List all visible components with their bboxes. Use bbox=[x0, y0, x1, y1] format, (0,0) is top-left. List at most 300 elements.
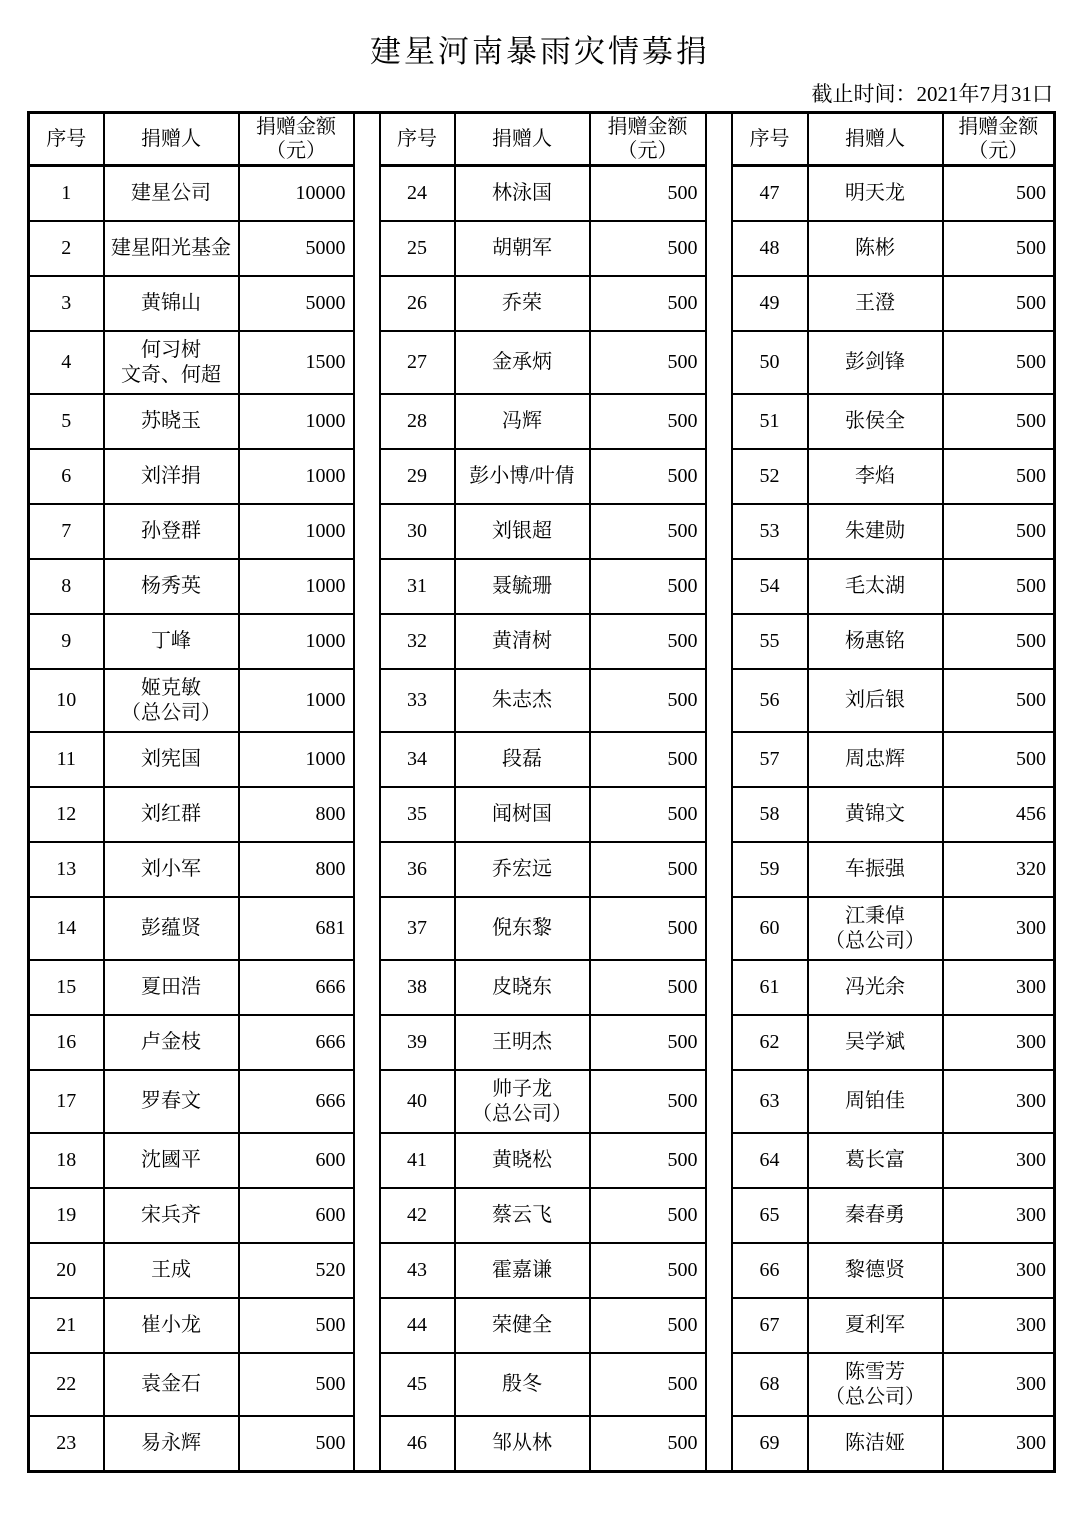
donor-cell: 刘宪国 bbox=[104, 732, 239, 787]
table-row bbox=[29, 1070, 1055, 1133]
donor-cell: 建星阳光基金 bbox=[104, 221, 239, 276]
donor-cell: 蔡云飞 bbox=[455, 1188, 590, 1243]
donor-line: （总公司） bbox=[825, 929, 925, 952]
amount-cell: 456 bbox=[943, 787, 1055, 842]
group-spacer bbox=[706, 1298, 732, 1353]
donation-table bbox=[27, 111, 1056, 1473]
table-row bbox=[29, 559, 1055, 614]
serial-cell: 15 bbox=[29, 960, 104, 1015]
donor-cell: 杨惠铭 bbox=[808, 614, 943, 669]
donor-cell: 王明杰 bbox=[455, 1015, 590, 1070]
amount-cell: 500 bbox=[239, 1298, 354, 1353]
serial-cell: 48 bbox=[732, 221, 808, 276]
group-spacer bbox=[354, 842, 380, 897]
amount-cell: 500 bbox=[943, 166, 1055, 222]
serial-cell: 4 bbox=[29, 331, 104, 394]
donor-cell: 陈彬 bbox=[808, 221, 943, 276]
donor-cell: 冯光余 bbox=[808, 960, 943, 1015]
header-amount-line1: 捐赠金额 bbox=[607, 116, 688, 138]
group-spacer bbox=[706, 897, 732, 960]
donor-line: 帅子龙 bbox=[492, 1077, 552, 1100]
serial-cell: 14 bbox=[29, 897, 104, 960]
group-spacer bbox=[706, 276, 732, 331]
donor-cell: 彭蕴贤 bbox=[104, 897, 239, 960]
amount-cell: 5000 bbox=[239, 276, 354, 331]
donor-cell: 段磊 bbox=[455, 732, 590, 787]
table-header bbox=[29, 113, 1055, 166]
amount-cell: 500 bbox=[590, 960, 706, 1015]
group-spacer bbox=[706, 394, 732, 449]
donor-cell: 吴学斌 bbox=[808, 1015, 943, 1070]
amount-cell: 666 bbox=[239, 1015, 354, 1070]
amount-cell: 500 bbox=[943, 276, 1055, 331]
serial-cell: 44 bbox=[380, 1298, 455, 1353]
donor-cell: 建星公司 bbox=[104, 166, 239, 222]
amount-cell: 500 bbox=[590, 1070, 706, 1133]
serial-cell: 69 bbox=[732, 1416, 808, 1472]
amount-cell: 300 bbox=[943, 1243, 1055, 1298]
amount-cell: 666 bbox=[239, 960, 354, 1015]
donor-cell: 黄晓松 bbox=[455, 1133, 590, 1188]
donor-cell: 罗春文 bbox=[104, 1070, 239, 1133]
donor-cell: 彭小博/叶倩 bbox=[455, 449, 590, 504]
amount-cell: 500 bbox=[590, 1188, 706, 1243]
table-row bbox=[29, 842, 1055, 897]
serial-cell: 5 bbox=[29, 394, 104, 449]
donor-cell bbox=[104, 331, 239, 394]
group-spacer bbox=[706, 559, 732, 614]
group-spacer bbox=[354, 221, 380, 276]
serial-cell: 30 bbox=[380, 504, 455, 559]
amount-cell: 681 bbox=[239, 897, 354, 960]
donor-cell: 林泳国 bbox=[455, 166, 590, 222]
amount-cell: 300 bbox=[943, 1188, 1055, 1243]
header-amount-line1: 捐赠金额 bbox=[958, 116, 1039, 138]
donor-cell: 邹从林 bbox=[455, 1416, 590, 1472]
amount-cell: 666 bbox=[239, 1070, 354, 1133]
donor-cell: 夏利军 bbox=[808, 1298, 943, 1353]
amount-cell: 600 bbox=[239, 1188, 354, 1243]
serial-cell: 40 bbox=[380, 1070, 455, 1133]
amount-cell: 500 bbox=[943, 449, 1055, 504]
donor-cell: 易永辉 bbox=[104, 1416, 239, 1472]
serial-cell: 7 bbox=[29, 504, 104, 559]
serial-cell: 12 bbox=[29, 787, 104, 842]
group-spacer bbox=[354, 449, 380, 504]
table-row bbox=[29, 960, 1055, 1015]
amount-cell: 600 bbox=[239, 1133, 354, 1188]
amount-cell: 300 bbox=[943, 897, 1055, 960]
amount-cell: 500 bbox=[590, 331, 706, 394]
group-spacer bbox=[354, 331, 380, 394]
amount-cell: 500 bbox=[943, 614, 1055, 669]
amount-cell: 500 bbox=[590, 449, 706, 504]
serial-cell: 66 bbox=[732, 1243, 808, 1298]
serial-cell: 52 bbox=[732, 449, 808, 504]
amount-cell: 500 bbox=[590, 1416, 706, 1472]
serial-cell: 63 bbox=[732, 1070, 808, 1133]
donor-cell: 袁金石 bbox=[104, 1353, 239, 1416]
serial-cell: 37 bbox=[380, 897, 455, 960]
donor-cell: 沈國平 bbox=[104, 1133, 239, 1188]
donor-line: 姬克敏 bbox=[141, 676, 201, 699]
serial-cell: 65 bbox=[732, 1188, 808, 1243]
donor-cell bbox=[808, 1353, 943, 1416]
amount-cell: 500 bbox=[590, 1243, 706, 1298]
table-row bbox=[29, 331, 1055, 394]
donor-cell: 彭剑锋 bbox=[808, 331, 943, 394]
group-spacer bbox=[354, 276, 380, 331]
amount-cell: 1500 bbox=[239, 331, 354, 394]
group-spacer bbox=[706, 614, 732, 669]
serial-cell: 57 bbox=[732, 732, 808, 787]
donor-cell: 黎德贤 bbox=[808, 1243, 943, 1298]
header-amount-line2: （元） bbox=[617, 140, 678, 162]
amount-cell: 320 bbox=[943, 842, 1055, 897]
group-spacer bbox=[354, 1416, 380, 1472]
serial-cell: 16 bbox=[29, 1015, 104, 1070]
donor-line: 何习树 bbox=[141, 338, 201, 361]
header-amount bbox=[239, 113, 354, 166]
group-spacer bbox=[354, 113, 380, 166]
serial-cell: 29 bbox=[380, 449, 455, 504]
group-spacer bbox=[354, 669, 380, 732]
donor-cell: 苏晓玉 bbox=[104, 394, 239, 449]
table-row bbox=[29, 504, 1055, 559]
amount-cell: 1000 bbox=[239, 669, 354, 732]
donor-cell: 王成 bbox=[104, 1243, 239, 1298]
amount-cell: 500 bbox=[943, 504, 1055, 559]
amount-cell: 500 bbox=[590, 842, 706, 897]
group-spacer bbox=[354, 166, 380, 222]
donor-cell: 闻树国 bbox=[455, 787, 590, 842]
donor-cell: 夏田浩 bbox=[104, 960, 239, 1015]
table-row bbox=[29, 276, 1055, 331]
serial-cell: 51 bbox=[732, 394, 808, 449]
header-amount-line2: （元） bbox=[968, 140, 1029, 162]
group-spacer bbox=[706, 669, 732, 732]
serial-cell: 53 bbox=[732, 504, 808, 559]
serial-cell: 26 bbox=[380, 276, 455, 331]
amount-cell: 300 bbox=[943, 1416, 1055, 1472]
group-spacer bbox=[354, 1133, 380, 1188]
serial-cell: 18 bbox=[29, 1133, 104, 1188]
header-amount bbox=[943, 113, 1055, 166]
serial-cell: 13 bbox=[29, 842, 104, 897]
donor-cell: 丁峰 bbox=[104, 614, 239, 669]
amount-cell: 500 bbox=[590, 221, 706, 276]
amount-cell: 1000 bbox=[239, 504, 354, 559]
donor-cell: 刘后银 bbox=[808, 669, 943, 732]
group-spacer bbox=[354, 1298, 380, 1353]
amount-cell: 500 bbox=[239, 1416, 354, 1472]
donor-cell: 乔荣 bbox=[455, 276, 590, 331]
group-spacer bbox=[354, 394, 380, 449]
serial-cell: 68 bbox=[732, 1353, 808, 1416]
amount-cell: 300 bbox=[943, 1133, 1055, 1188]
donor-cell: 卢金枝 bbox=[104, 1015, 239, 1070]
header-amount-line1: 捐赠金额 bbox=[256, 116, 336, 138]
amount-cell: 500 bbox=[590, 559, 706, 614]
header-serial: 序号 bbox=[380, 113, 455, 166]
donor-cell: 黄锦山 bbox=[104, 276, 239, 331]
serial-cell: 60 bbox=[732, 897, 808, 960]
amount-cell: 500 bbox=[590, 1133, 706, 1188]
amount-cell: 500 bbox=[590, 1015, 706, 1070]
serial-cell: 1 bbox=[29, 166, 104, 222]
group-spacer bbox=[706, 1416, 732, 1472]
group-spacer bbox=[706, 331, 732, 394]
serial-cell: 42 bbox=[380, 1188, 455, 1243]
serial-cell: 47 bbox=[732, 166, 808, 222]
amount-cell: 520 bbox=[239, 1243, 354, 1298]
donor-cell: 金承炳 bbox=[455, 331, 590, 394]
header-row bbox=[29, 113, 1055, 166]
donor-cell bbox=[808, 897, 943, 960]
serial-cell: 54 bbox=[732, 559, 808, 614]
table-row bbox=[29, 449, 1055, 504]
serial-cell: 3 bbox=[29, 276, 104, 331]
serial-cell: 62 bbox=[732, 1015, 808, 1070]
table-row bbox=[29, 897, 1055, 960]
amount-cell: 500 bbox=[590, 1353, 706, 1416]
group-spacer bbox=[354, 559, 380, 614]
donor-cell: 宋兵齐 bbox=[104, 1188, 239, 1243]
serial-cell: 33 bbox=[380, 669, 455, 732]
amount-cell: 800 bbox=[239, 842, 354, 897]
group-spacer bbox=[354, 1015, 380, 1070]
amount-cell: 500 bbox=[590, 614, 706, 669]
donor-line: （总公司） bbox=[472, 1102, 572, 1125]
donor-cell: 刘小军 bbox=[104, 842, 239, 897]
serial-cell: 6 bbox=[29, 449, 104, 504]
group-spacer bbox=[706, 113, 732, 166]
group-spacer bbox=[354, 1353, 380, 1416]
group-spacer bbox=[706, 1243, 732, 1298]
amount-cell: 500 bbox=[590, 787, 706, 842]
serial-cell: 31 bbox=[380, 559, 455, 614]
donor-cell: 聂毓珊 bbox=[455, 559, 590, 614]
serial-cell: 38 bbox=[380, 960, 455, 1015]
table-body bbox=[29, 166, 1055, 1472]
table-row bbox=[29, 1243, 1055, 1298]
amount-cell: 300 bbox=[943, 960, 1055, 1015]
serial-cell: 20 bbox=[29, 1243, 104, 1298]
serial-cell: 27 bbox=[380, 331, 455, 394]
donor-line: 文奇、何超 bbox=[121, 363, 221, 386]
serial-cell: 2 bbox=[29, 221, 104, 276]
group-spacer bbox=[354, 1243, 380, 1298]
amount-cell: 5000 bbox=[239, 221, 354, 276]
donor-cell: 毛太湖 bbox=[808, 559, 943, 614]
amount-cell: 1000 bbox=[239, 614, 354, 669]
donor-cell bbox=[104, 669, 239, 732]
header-donor: 捐赠人 bbox=[104, 113, 239, 166]
group-spacer bbox=[354, 614, 380, 669]
amount-cell: 500 bbox=[590, 732, 706, 787]
amount-cell: 500 bbox=[943, 669, 1055, 732]
donor-cell: 黄清树 bbox=[455, 614, 590, 669]
deadline-text: 截止时间：2021年7月31口 bbox=[811, 82, 1053, 106]
table-row bbox=[29, 1353, 1055, 1416]
table-row bbox=[29, 614, 1055, 669]
group-spacer bbox=[354, 732, 380, 787]
amount-cell: 500 bbox=[590, 394, 706, 449]
amount-cell: 500 bbox=[590, 276, 706, 331]
donor-line: 陈雪芳 bbox=[845, 1360, 905, 1383]
serial-cell: 36 bbox=[380, 842, 455, 897]
table-row bbox=[29, 221, 1055, 276]
serial-cell: 19 bbox=[29, 1188, 104, 1243]
serial-cell: 9 bbox=[29, 614, 104, 669]
donor-cell: 陈洁娅 bbox=[808, 1416, 943, 1472]
amount-cell: 500 bbox=[943, 559, 1055, 614]
donor-cell: 葛长富 bbox=[808, 1133, 943, 1188]
donor-line: 江秉倬 bbox=[845, 904, 905, 927]
serial-cell: 22 bbox=[29, 1353, 104, 1416]
donor-line: （总公司） bbox=[825, 1385, 925, 1408]
donor-cell: 李焰 bbox=[808, 449, 943, 504]
donor-cell: 周忠辉 bbox=[808, 732, 943, 787]
group-spacer bbox=[706, 1015, 732, 1070]
amount-cell: 1000 bbox=[239, 394, 354, 449]
header-amount-line2: （元） bbox=[266, 140, 326, 162]
serial-cell: 41 bbox=[380, 1133, 455, 1188]
group-spacer bbox=[354, 897, 380, 960]
serial-cell: 61 bbox=[732, 960, 808, 1015]
donor-cell: 明天龙 bbox=[808, 166, 943, 222]
header-amount bbox=[590, 113, 706, 166]
serial-cell: 59 bbox=[732, 842, 808, 897]
group-spacer bbox=[706, 787, 732, 842]
group-spacer bbox=[706, 842, 732, 897]
group-spacer bbox=[706, 1133, 732, 1188]
amount-cell: 500 bbox=[590, 166, 706, 222]
table-row bbox=[29, 1298, 1055, 1353]
donor-line: （总公司） bbox=[121, 701, 221, 724]
donor-cell: 秦春勇 bbox=[808, 1188, 943, 1243]
group-spacer bbox=[706, 221, 732, 276]
group-spacer bbox=[706, 1188, 732, 1243]
amount-cell: 500 bbox=[943, 331, 1055, 394]
serial-cell: 24 bbox=[380, 166, 455, 222]
group-spacer bbox=[354, 787, 380, 842]
header-donor: 捐赠人 bbox=[808, 113, 943, 166]
table-row bbox=[29, 1188, 1055, 1243]
serial-cell: 32 bbox=[380, 614, 455, 669]
amount-cell: 1000 bbox=[239, 449, 354, 504]
page-title: 建星河南暴雨灾情募捐 bbox=[370, 34, 710, 69]
group-spacer bbox=[354, 1188, 380, 1243]
serial-cell: 28 bbox=[380, 394, 455, 449]
serial-cell: 10 bbox=[29, 669, 104, 732]
serial-cell: 23 bbox=[29, 1416, 104, 1472]
table-row bbox=[29, 1133, 1055, 1188]
group-spacer bbox=[706, 1070, 732, 1133]
donor-cell: 车振强 bbox=[808, 842, 943, 897]
header-serial: 序号 bbox=[29, 113, 104, 166]
group-spacer bbox=[354, 960, 380, 1015]
serial-cell: 8 bbox=[29, 559, 104, 614]
donor-cell: 刘洋捐 bbox=[104, 449, 239, 504]
donor-cell: 荣健全 bbox=[455, 1298, 590, 1353]
amount-cell: 500 bbox=[590, 1298, 706, 1353]
donor-cell bbox=[455, 1070, 590, 1133]
group-spacer bbox=[706, 166, 732, 222]
amount-cell: 300 bbox=[943, 1070, 1055, 1133]
serial-cell: 56 bbox=[732, 669, 808, 732]
serial-cell: 35 bbox=[380, 787, 455, 842]
amount-cell: 500 bbox=[943, 221, 1055, 276]
group-spacer bbox=[706, 504, 732, 559]
header-donor: 捐赠人 bbox=[455, 113, 590, 166]
donor-cell: 王澄 bbox=[808, 276, 943, 331]
amount-cell: 1000 bbox=[239, 732, 354, 787]
amount-cell: 1000 bbox=[239, 559, 354, 614]
serial-cell: 39 bbox=[380, 1015, 455, 1070]
serial-cell: 46 bbox=[380, 1416, 455, 1472]
table-row bbox=[29, 394, 1055, 449]
group-spacer bbox=[706, 1353, 732, 1416]
group-spacer bbox=[706, 732, 732, 787]
serial-cell: 55 bbox=[732, 614, 808, 669]
amount-cell: 500 bbox=[239, 1353, 354, 1416]
donor-cell: 乔宏远 bbox=[455, 842, 590, 897]
donor-cell: 冯辉 bbox=[455, 394, 590, 449]
amount-cell: 500 bbox=[590, 897, 706, 960]
serial-cell: 43 bbox=[380, 1243, 455, 1298]
amount-cell: 800 bbox=[239, 787, 354, 842]
donor-cell: 刘银超 bbox=[455, 504, 590, 559]
donor-cell: 崔小龙 bbox=[104, 1298, 239, 1353]
serial-cell: 58 bbox=[732, 787, 808, 842]
donor-cell: 张侯全 bbox=[808, 394, 943, 449]
donor-cell: 倪东黎 bbox=[455, 897, 590, 960]
serial-cell: 50 bbox=[732, 331, 808, 394]
serial-cell: 11 bbox=[29, 732, 104, 787]
donor-cell: 孙登群 bbox=[104, 504, 239, 559]
serial-cell: 34 bbox=[380, 732, 455, 787]
serial-cell: 49 bbox=[732, 276, 808, 331]
amount-cell: 500 bbox=[943, 394, 1055, 449]
group-spacer bbox=[354, 1070, 380, 1133]
serial-cell: 17 bbox=[29, 1070, 104, 1133]
group-spacer bbox=[354, 504, 380, 559]
amount-cell: 10000 bbox=[239, 166, 354, 222]
donor-cell: 霍嘉谦 bbox=[455, 1243, 590, 1298]
donor-cell: 皮晓东 bbox=[455, 960, 590, 1015]
amount-cell: 300 bbox=[943, 1015, 1055, 1070]
group-spacer bbox=[706, 960, 732, 1015]
amount-cell: 300 bbox=[943, 1298, 1055, 1353]
header-serial: 序号 bbox=[732, 113, 808, 166]
table-row bbox=[29, 732, 1055, 787]
donor-cell: 朱建勋 bbox=[808, 504, 943, 559]
serial-cell: 45 bbox=[380, 1353, 455, 1416]
donor-cell: 黄锦文 bbox=[808, 787, 943, 842]
table-row bbox=[29, 166, 1055, 222]
donor-cell: 周铂佳 bbox=[808, 1070, 943, 1133]
donor-cell: 胡朝军 bbox=[455, 221, 590, 276]
group-spacer bbox=[706, 449, 732, 504]
serial-cell: 64 bbox=[732, 1133, 808, 1188]
serial-cell: 21 bbox=[29, 1298, 104, 1353]
donor-cell: 刘红群 bbox=[104, 787, 239, 842]
serial-cell: 67 bbox=[732, 1298, 808, 1353]
donor-cell: 朱志杰 bbox=[455, 669, 590, 732]
table-row bbox=[29, 669, 1055, 732]
amount-cell: 500 bbox=[943, 732, 1055, 787]
